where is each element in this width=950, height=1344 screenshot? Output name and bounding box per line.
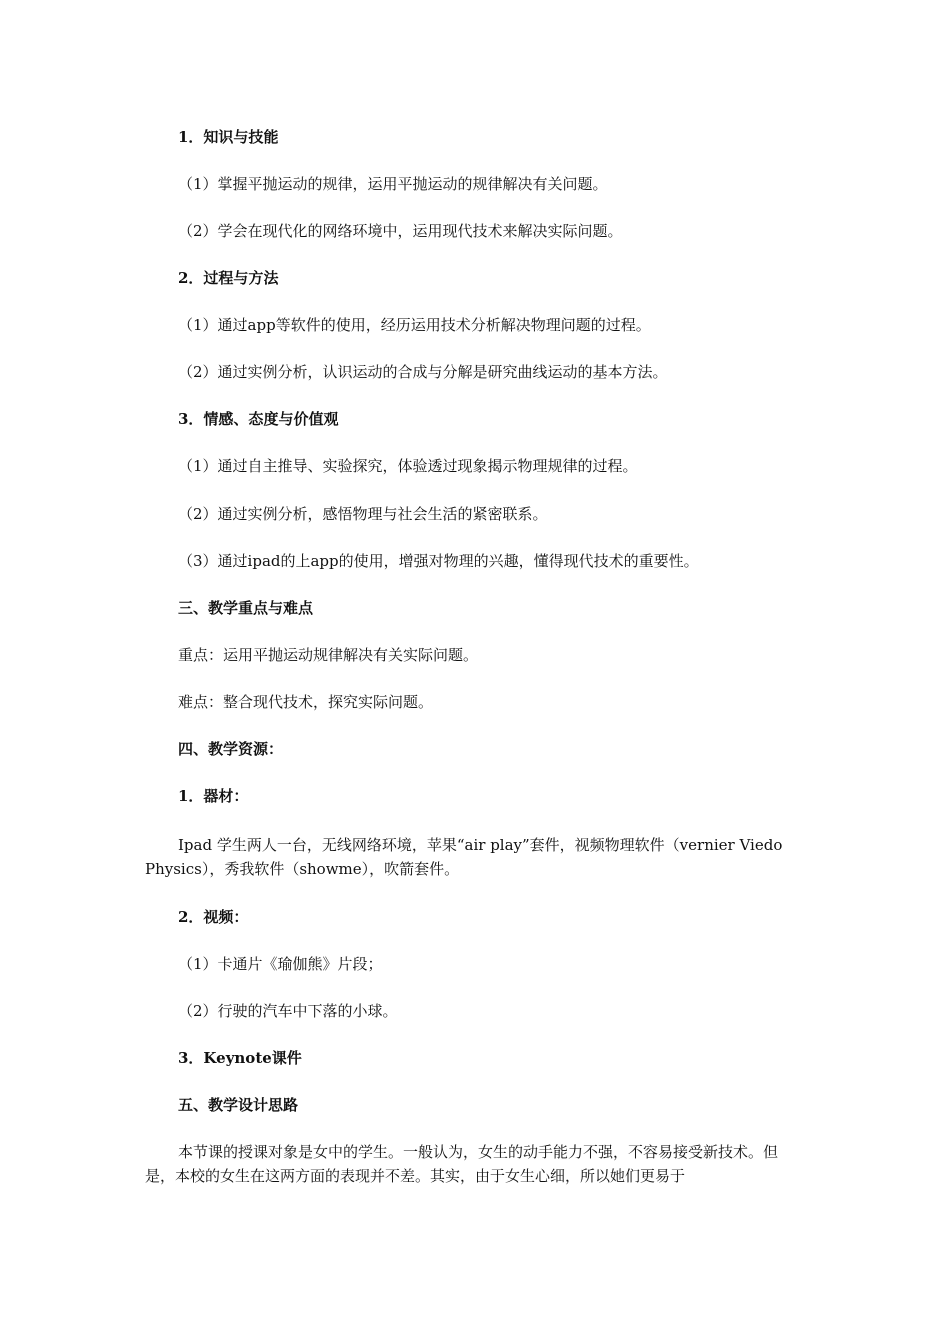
heading-process-methods: 2．过程与方法 <box>178 269 279 287</box>
heading-video: 2．视频： <box>178 908 249 926</box>
heading-design: 五、教学设计思路 <box>178 1096 299 1114</box>
knowledge-item-1: （1）掌握平抛运动的规律，运用平抛运动的规律解决有关问题。 <box>178 175 608 193</box>
emotion-item-2: （2）通过实例分析，感悟物理与社会生活的紧密联系。 <box>178 505 548 523</box>
design-paragraph: 本节课的授课对象是女中的学生。一般认为，女生的动手能力不强，不容易接受新技术。但是，本校的女生在这两方面的表现并不差。其实，由于女生心细，所以她们更易于 <box>145 1143 779 1185</box>
video-item-1: （1）卡通片《瑜伽熊》片段； <box>178 955 383 973</box>
video-item-2: （2）行驶的汽车中下落的小球。 <box>178 1002 398 1020</box>
heading-knowledge-skills: 1．知识与技能 <box>178 128 279 146</box>
process-item-2: （2）通过实例分析，认识运动的合成与分解是研究曲线运动的基本方法。 <box>178 363 668 381</box>
difficulty-point: 难点：整合现代技术，探究实际问题。 <box>178 693 434 711</box>
emotion-item-3: （3）通过ipad的上app的使用，增强对物理的兴趣，懂得现代技术的重要性。 <box>178 552 699 570</box>
process-item-1: （1）通过app等软件的使用，经历运用技术分析解决物理问题的过程。 <box>178 316 651 334</box>
heading-keynote: 3．Keynote课件 <box>178 1049 302 1067</box>
equipment-paragraph: Ipad 学生两人一台，无线网络环境，苹果“air play”套件，视频物理软件（vernier Viedo Physics），秀我软件（showme），吹箭套件。 <box>145 836 783 878</box>
heading-resources: 四、教学资源： <box>178 740 284 758</box>
heading-emotion-values: 3．情感、态度与价值观 <box>178 410 339 428</box>
heading-focus-difficulty: 三、教学重点与难点 <box>178 599 314 617</box>
knowledge-item-2: （2）学会在现代化的网络环境中，运用现代技术来解决实际问题。 <box>178 222 623 240</box>
heading-equipment: 1．器材： <box>178 787 249 805</box>
emotion-item-1: （1）通过自主推导、实验探究，体验透过现象揭示物理规律的过程。 <box>178 457 638 475</box>
focus-point: 重点：运用平抛运动规律解决有关实际问题。 <box>178 646 479 664</box>
